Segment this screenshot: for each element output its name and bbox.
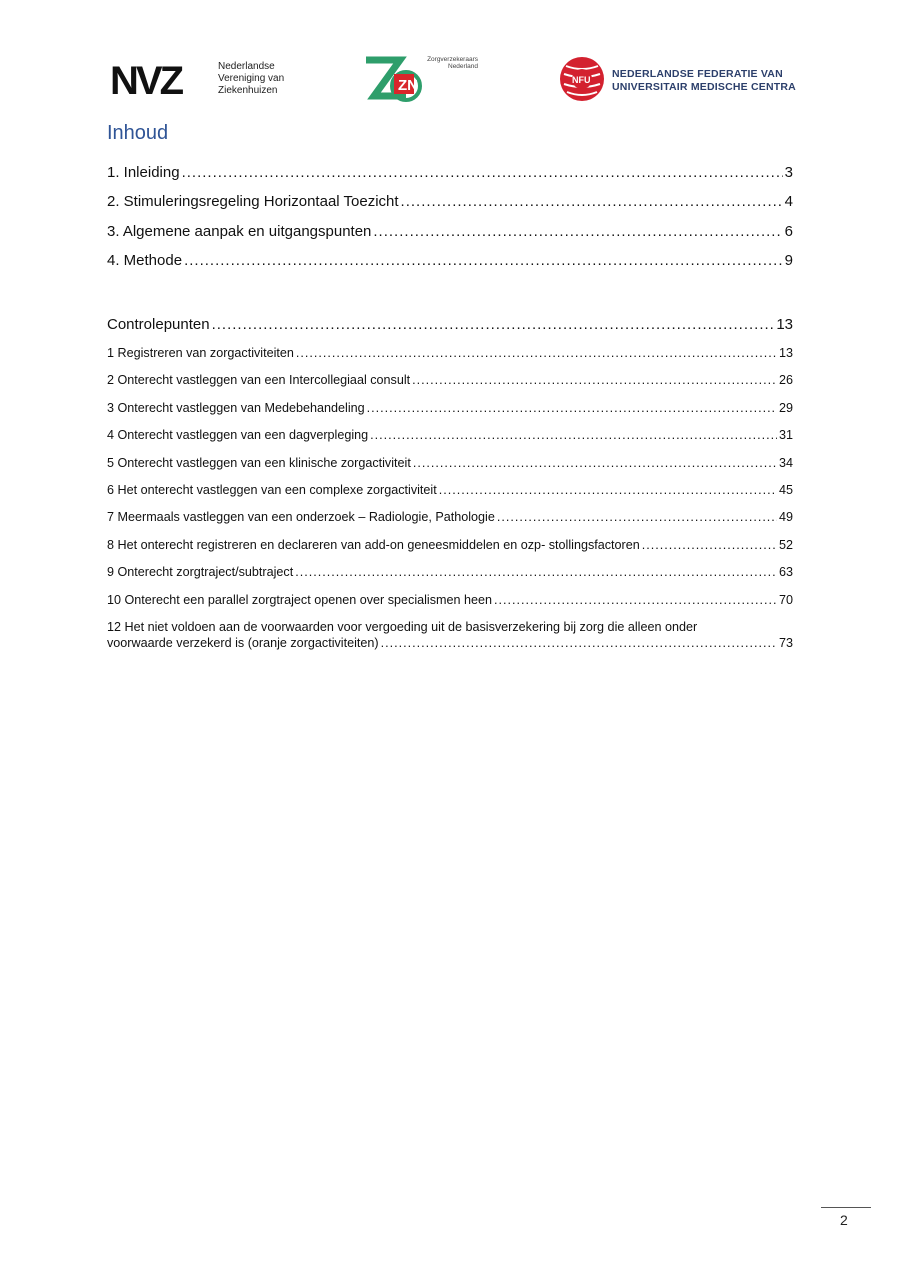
toc-entry[interactable] [107, 223, 793, 252]
toc-entry-line-2 [107, 636, 793, 650]
toc-leader-dots [295, 565, 777, 579]
toc-leader-dots [497, 510, 777, 524]
toc-leader-dots [439, 483, 777, 497]
toc-leader-dots [367, 401, 777, 415]
header-logos [108, 52, 798, 108]
toc-entry[interactable] [107, 164, 793, 193]
nvz-line-3: Ziekenhuizen [218, 85, 278, 96]
toc-entry-page: 34 [778, 455, 793, 470]
toc-entry-label: 9 Onterecht zorgtraject/subtraject [107, 565, 294, 580]
zn-mark-text: ZN [398, 77, 418, 94]
nfu-line-1: NEDERLANDSE FEDERATIE VAN [612, 68, 783, 80]
zn-line-2: Nederland [448, 63, 478, 70]
toc-leader-dots [182, 164, 783, 181]
toc-sub-entry[interactable] [107, 538, 793, 565]
toc-leader-dots [412, 373, 777, 387]
toc-leader-dots [413, 456, 777, 470]
toc-entry-page: 52 [778, 537, 793, 552]
toc-title: Inhoud [107, 122, 169, 144]
toc-entry-label: 1 Registreren van zorgactiviteiten [107, 346, 294, 360]
toc-leader-dots [212, 316, 775, 333]
toc-leader-dots [370, 428, 777, 442]
toc-entry-page: 45 [778, 482, 793, 497]
toc-sub-entry[interactable] [107, 373, 793, 400]
page-number: 2 [840, 1212, 848, 1228]
toc-leader-dots [642, 538, 777, 552]
toc-entry-page: 9 [784, 252, 793, 270]
toc-entry-page: 13 [776, 316, 793, 333]
toc-entry-label: 3 Onterecht vastleggen van Medebehandeling [107, 400, 365, 415]
toc-entry-page: 73 [778, 635, 793, 650]
toc-leader-dots [494, 593, 777, 607]
toc-entry-page: 6 [784, 222, 793, 240]
toc-sub-list [107, 346, 793, 650]
toc-entry-label: 5 Onterecht vastleggen van een klinische zorgactiviteit [107, 455, 411, 470]
toc-entry[interactable] [107, 193, 793, 222]
zn-wordmark [420, 56, 478, 70]
toc-leader-dots [373, 223, 782, 240]
toc-sub-entry[interactable] [107, 428, 793, 455]
toc-entry-label: 4. Methode [107, 252, 183, 270]
toc-sub-entry[interactable] [107, 483, 793, 510]
toc-sub-entry[interactable] [107, 565, 793, 592]
toc-entry-label: 10 Onterecht een parallel zorgtraject openen over specialismen heen [107, 592, 493, 607]
nfu-logo [558, 52, 798, 108]
toc-leader-dots [184, 252, 783, 269]
toc-entry-controlepunten[interactable] [107, 316, 793, 345]
toc-controlepunten-list [107, 316, 793, 345]
toc-entry-label: 3. Algemene aanpak en uitgangspunten [107, 222, 372, 240]
toc-main-list [107, 164, 793, 282]
toc-sub-entry[interactable] [107, 593, 793, 620]
toc-entry-page: 13 [778, 346, 793, 360]
nfu-line-2: UNIVERSITAIR MEDISCHE CENTRA [612, 81, 796, 93]
toc-entry-label: Controlepunten [107, 316, 210, 333]
nvz-line-2: Vereniging van [218, 73, 285, 84]
toc-entry-page: 31 [778, 428, 793, 443]
toc-sub-entry[interactable] [107, 456, 793, 483]
toc-sub-entry[interactable] [107, 510, 793, 537]
nfu-wordmark [612, 68, 796, 94]
nfu-mark-icon [558, 52, 610, 108]
toc-sub-entry[interactable] [107, 401, 793, 428]
toc-entry-page: 29 [778, 400, 793, 415]
toc-entry-page: 70 [778, 592, 793, 607]
toc-entry-label: 6 Het onterecht vastleggen van een complexe zorgactiviteit [107, 482, 437, 497]
nvz-mark-icon [108, 52, 208, 108]
toc-entry-label-line-2: voorwaarde verzekerd is (oranje zorgactiviteiten) [107, 635, 379, 650]
nvz-line-1: Nederlandse [218, 61, 275, 72]
toc-entry-label-line-1: 12 Het niet voldoen aan de voorwaarden voor vergoeding uit de basisverzekering bij zorg die alleen onder [107, 619, 698, 634]
toc-entry-page: 3 [784, 164, 793, 181]
zn-logo [360, 52, 490, 108]
toc-entry[interactable] [107, 252, 793, 281]
zn-line-1: Zorgverzekeraars [427, 56, 478, 63]
toc-sub-entry[interactable] [107, 346, 793, 373]
toc-entry-page: 63 [778, 565, 793, 580]
nvz-wordmark [218, 61, 284, 97]
toc-entry-label: 7 Meermaals vastleggen van een onderzoek – Radiologie, Pathologie [107, 510, 495, 525]
toc-entry-label: 1. Inleiding [107, 164, 180, 181]
toc-entry-label: 2 Onterecht vastleggen van een Intercollegiaal consult [107, 373, 411, 388]
toc-leader-dots [401, 193, 783, 210]
toc-entry-page: 26 [778, 373, 793, 388]
toc-entry-label: 4 Onterecht vastleggen van een dagverpleging [107, 428, 369, 443]
nvz-logo [108, 52, 298, 108]
nvz-mark-text: NVZ [110, 59, 181, 103]
toc-leader-dots [296, 346, 777, 360]
nfu-mark-text: NFU [572, 75, 591, 85]
toc-entry-label: 8 Het onterecht registreren en declareren van add-on geneesmiddelen en ozp- stollingsfactoren [107, 537, 640, 552]
footer-divider [821, 1207, 871, 1208]
toc-sub-entry-multiline[interactable] [107, 620, 793, 650]
toc-entry-page: 49 [778, 510, 793, 525]
toc-entry-page: 4 [784, 193, 793, 211]
toc-entry-label: 2. Stimuleringsregeling Horizontaal Toezicht [107, 193, 399, 211]
toc-leader-dots [381, 636, 777, 650]
